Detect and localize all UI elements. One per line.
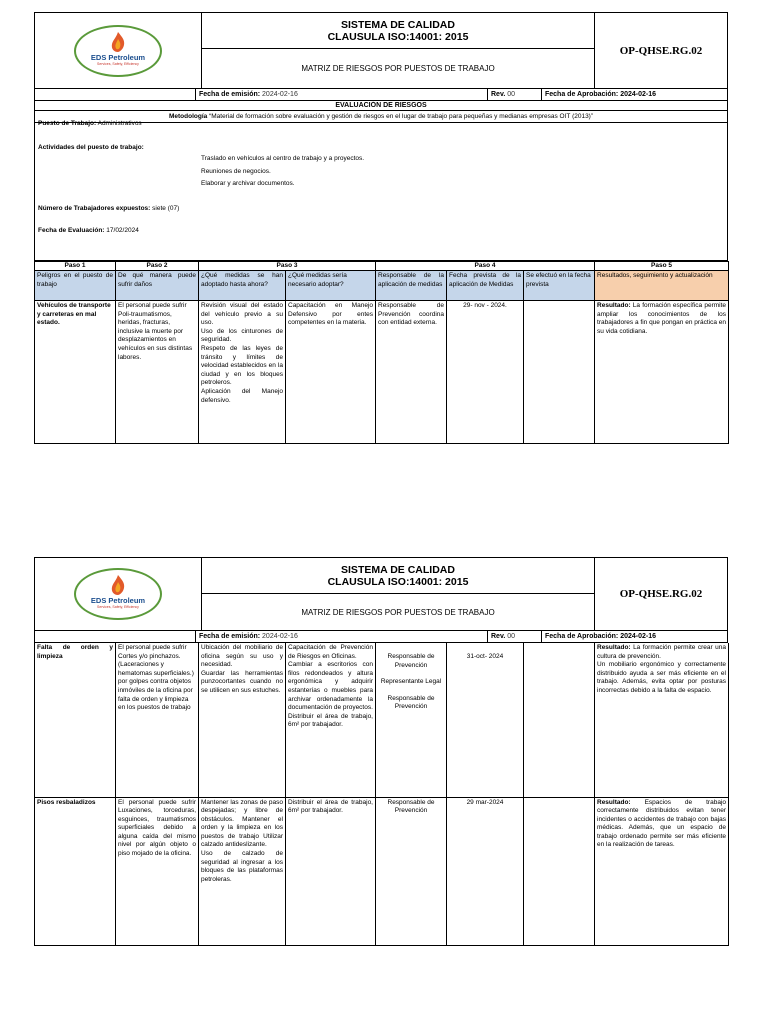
hazard-cell: Falta de orden y limpieza	[35, 643, 116, 797]
approval-date: 2024-02-16	[620, 91, 657, 98]
activity-item: Reuniones de negocios.	[201, 167, 271, 175]
page-2	[34, 557, 728, 946]
measures-taken-cell: Revisión visual del estado del vehículo previo a su uso. Uso de los cinturones de seguridad. Respeto de las leyes de tránsito y límites de velocidad establecidos en la ciudad y en los bloques petroleros. Aplicación del Manejo defensivo.	[199, 301, 286, 444]
matrix-title: MATRIZ DE RIESGOS POR PUESTOS DE TRABAJO	[202, 49, 595, 89]
logo-tagline: Services, Safety, Efficiency	[97, 61, 139, 66]
measures-needed-cell: Capacitación de Prevención de Riesgos en Oficinas. Cambiar a escritorios con filos redondeados y altura ergonómica y adquirir estanterías o muebles para archivar ordenadamente la documentación de proyectos. Distribuir el área de trabajo, 6m² por trabajador.	[286, 643, 376, 797]
risk-matrix-1	[34, 261, 729, 444]
step-5: Paso 5	[595, 262, 729, 271]
issue-date: 2024-02-16	[262, 633, 298, 640]
evaluation-title: EVALUACIÓN DE RIESGOS	[35, 101, 727, 111]
step-4: Paso 4	[376, 262, 595, 271]
methodology-label: Metodología	[168, 113, 208, 120]
measures-needed-cell: Distribuir el área de trabajo, 6m² por trabajador.	[286, 797, 376, 945]
done-cell	[524, 301, 595, 444]
measures-taken-cell: Mantener las zonas de paso despejadas; y libre de obstáculos. Mantener el orden y la limpieza en los puestos de trabajo Utilizar calzado antideslizante. Uso de calzado de seguridad al ingresar a los bloques de las plataformas petroleras.	[199, 797, 286, 945]
results-cell: Resultado: La formación específica permite ampliar los conocimientos de los trabajadores a fin que pongan en práctica en su vida cotidiana.	[595, 301, 729, 444]
rev-value: 00	[507, 633, 516, 640]
evaluation-section	[34, 101, 728, 261]
col-done: Se efectuó en la fecha prevista	[524, 271, 595, 301]
table-row	[35, 643, 729, 797]
date-bar	[34, 631, 728, 643]
table-row	[35, 301, 729, 444]
hazard-cell: Vehículos de transporte y carreteras en mal estado.	[35, 301, 116, 444]
logo-name: EDS Petroleum	[90, 52, 146, 62]
col-measures-taken: ¿Qué medidas se han adoptado hasta ahora?	[199, 271, 286, 301]
document-header	[34, 12, 728, 89]
job-position: Puesto de Trabajo: Administrativos	[38, 120, 142, 127]
logo-name: EDS Petroleum	[90, 596, 146, 605]
matrix-title: MATRIZ DE RIESGOS POR PUESTOS DE TRABAJO	[202, 594, 595, 631]
evaluation-date: Fecha de Evaluación: 17/02/2024	[38, 227, 139, 234]
issue-date-label: Fecha de emisión:	[199, 91, 261, 98]
responsible-cell: Responsable de Prevención	[376, 797, 447, 945]
step-row	[35, 262, 729, 271]
done-cell	[524, 643, 595, 797]
results-cell: Resultado: Espacios de trabajo correctamente distribuidos evitan tener incidentes o accidentes de trabajo con bajas médicas. Además, que un espacio de trabajo ordenado permite ser más eficiente en la realización de tareas.	[595, 797, 729, 945]
step-2: Paso 2	[116, 262, 199, 271]
methodology-text: “Material de formación sobre evaluación y gestión de riesgos en el lugar de trabajo para pequeñas y medianas empresas OIT (2013)”	[209, 113, 594, 120]
page-1	[34, 12, 728, 444]
system-title-line2: CLAUSULA ISO:14001: 2015	[327, 30, 469, 43]
col-hazard: Peligros en el puesto de trabajo	[35, 271, 116, 301]
column-header-row	[35, 271, 729, 301]
system-title-line2: CLAUSULA ISO:14001: 2015	[327, 575, 469, 588]
planned-date-cell: 29- nov - 2024.	[447, 301, 524, 444]
flame-icon	[109, 31, 127, 53]
results-cell: Resultado: La formación permite crear una cultura de prevención. Un mobiliario ergonómico y correctamente distribuido ayuda a ser más eficiente en el trabajo. Además, evita optar por posturas incorrectas debido a la falta de espacio.	[595, 643, 729, 797]
planned-date-cell: 31-oct- 2024	[447, 643, 524, 797]
col-results: Resultados, seguimiento y actualización	[595, 271, 729, 301]
col-planned-date: Fecha prevista de la aplicación de Medidas	[447, 271, 524, 301]
flame-icon	[109, 574, 127, 596]
activities-list	[201, 153, 364, 191]
col-harm: De qué manera puede sufrir daños	[116, 271, 199, 301]
col-measures-needed: ¿Qué medidas sería necesario adoptar?	[286, 271, 376, 301]
system-title-line1: SISTEMA DE CALIDAD	[341, 563, 455, 576]
doc-code: OP-QHSE.RG.02	[595, 558, 728, 631]
date-bar	[34, 89, 728, 101]
risk-matrix-2	[34, 643, 729, 946]
system-title-cell	[202, 558, 595, 594]
approval-date-label: Fecha de Aprobación:	[545, 91, 619, 98]
table-row	[35, 797, 729, 945]
company-logo	[74, 568, 162, 620]
logo-cell	[35, 558, 202, 631]
doc-code: OP-QHSE.RG.02	[595, 13, 728, 89]
rev-label: Rev.	[491, 633, 506, 640]
harm-cell: El personal puede sufrir Poli-traumatismos, heridas, fracturas, inclusive la muerte por desplazamientos en vehículos en sus distintas labores.	[116, 301, 199, 444]
hazard-cell: Pisos resbaladizos	[35, 797, 116, 945]
logo-cell	[35, 13, 202, 89]
step-1: Paso 1	[35, 262, 116, 271]
issue-date: 2024-02-16	[262, 91, 298, 98]
workers-exposed: Número de Trabajadores expuestos: siete (07)	[38, 205, 180, 212]
rev-value: 00	[507, 91, 516, 98]
approval-date-label: Fecha de Aprobación:	[545, 633, 619, 640]
system-title-line1: SISTEMA DE CALIDAD	[341, 18, 455, 31]
activity-item: Traslado en vehículos al centro de trabajo y a proyectos.	[201, 155, 365, 162]
measures-needed-cell: Capacitación en Manejo Defensivo por entes competentes en la materia.	[286, 301, 376, 444]
harm-cell: El personal puede sufrir Luxaciones, torceduras, esguinces, traumatismos superficiales debido a alguna caída del mismo nivel por algún objeto o piso mojado de la oficina.	[116, 797, 199, 945]
activities-label: Actividades del puesto de trabajo:	[38, 144, 144, 151]
approval-date: 2024-02-16	[620, 633, 657, 640]
planned-date-cell: 29 mar-2024	[447, 797, 524, 945]
step-3: Paso 3	[199, 262, 376, 271]
responsible-cell: Responsable de Prevención coordina con entidad externa.	[376, 301, 447, 444]
harm-cell: El personal puede sufrir Cortes y/o pinchazos. (Laceraciones y hematomas superficiales.) por golpes contra objetos inmóviles de la oficina por falta de orden y limpieza en los puestos de trabajo	[116, 643, 199, 797]
measures-taken-cell: Ubicación del mobiliario de oficina según su uso y necesidad. Guardar las herramientas punzocortantes cuando no se utilicen en sus estuches.	[199, 643, 286, 797]
issue-date-label: Fecha de emisión:	[199, 633, 261, 640]
company-logo	[74, 25, 162, 77]
system-title-cell	[202, 13, 595, 49]
logo-tagline: Services, Safety, Efficiency	[97, 605, 139, 609]
rev-label: Rev.	[491, 91, 506, 98]
col-responsible: Responsable de la aplicación de medidas	[376, 271, 447, 301]
activity-item: Elaborar y archivar documentos.	[201, 180, 295, 187]
done-cell	[524, 797, 595, 945]
document-header	[34, 557, 728, 631]
responsible-cell: Responsable de Prevención Representante Legal Responsable de Prevención	[376, 643, 447, 797]
